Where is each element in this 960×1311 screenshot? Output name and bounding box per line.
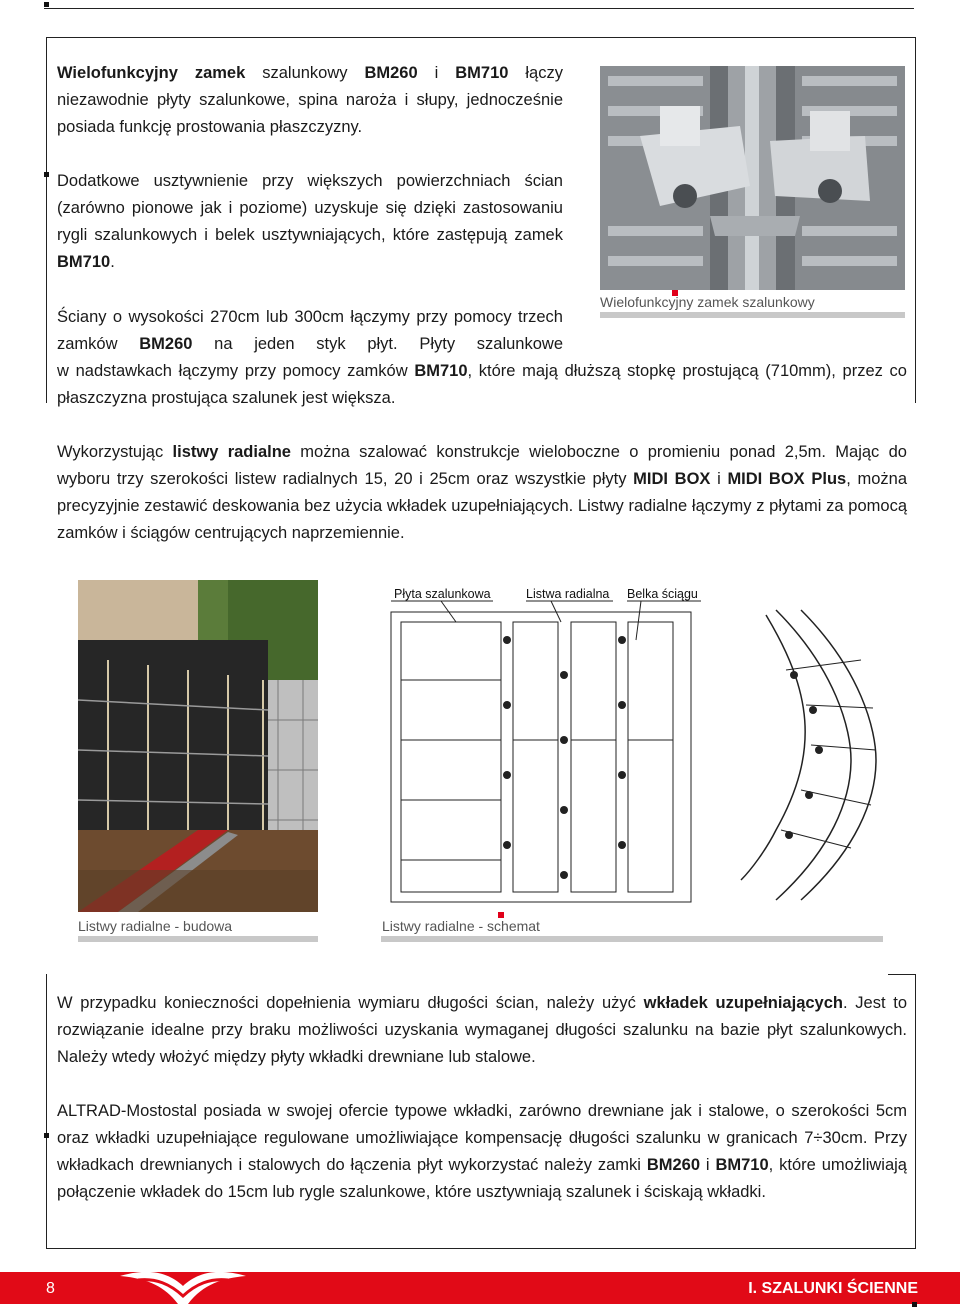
lower-frame-top bbox=[888, 974, 915, 975]
lock-photo-caption: Wielofunkcyjny zamek szalunkowy bbox=[600, 294, 815, 310]
radial-strips-paragraph: Wykorzystując listwy radialne można szalować konstrukcje wieloboczne o promieniu ponad 2,5m. Mając do wyboru trzy szerokości listew radialnych 15, 20 i 25cm oraz wszystkie płyty MIDI BOX i MIDI BOX Plus, można precyzyjnie zestawić deskowania bez użycia wkładek uzupełniających. Listwy radialne łączymy z płytami za pomocą zamków i ściągów centrujących naprzemiennie. bbox=[57, 443, 907, 542]
page-number: 8 bbox=[46, 1280, 55, 1297]
frame-mark-1 bbox=[44, 172, 49, 177]
schematic-caption: Listwy radialne - schemat bbox=[382, 918, 540, 934]
intro-paragraph: Wielofunkcyjny zamek szalunkowy BM260 i BM710 łączy niezawodnie płyty szalunkowe, spina naroża i słupy, jednocześnie posiada funkcję prostowania płaszczyzny. bbox=[57, 64, 563, 136]
frame-mark-2 bbox=[44, 1133, 49, 1138]
lock-photo bbox=[600, 66, 905, 290]
bottom-corner-mark bbox=[912, 1302, 917, 1307]
construction-photo bbox=[78, 580, 318, 912]
radial-schematic bbox=[381, 580, 883, 912]
altrad-paragraph: ALTRAD-Mostostal posiada w swojej ofercie typowe wkładki, zarówno drewniane jak i stalowe, o szerokości 5cm oraz wkładki uzupełniające regulowane umożliwiające kompensację długości szalunku w granicach 7÷30cm. Przy wkładkach drewnianych i stalowych do łączenia płyt wykorzystać należy zamki BM260 i BM710, które umożliwiają połączenie wkładek do 15cm lub rygle szalunkowe, które usztywniają szalunek i ściskają wkładki. bbox=[57, 1102, 907, 1201]
label-formwork-panel: Płyta szalunkowa bbox=[394, 587, 491, 601]
schematic-caption-bar bbox=[381, 936, 883, 942]
walls-paragraph-end: w nadstawkach łączymy przy pomocy zamków BM710, które mają dłuższą stopkę prostującą (710mm), przez co płaszczyzna prostująca szalunek jest większa. bbox=[57, 362, 907, 407]
top-rule bbox=[44, 8, 914, 9]
footer-logo bbox=[118, 1262, 248, 1306]
label-tie-beam: Belka ściągu bbox=[627, 587, 698, 601]
construction-photo-caption: Listwy radialne - budowa bbox=[78, 918, 233, 934]
stiffening-paragraph: Dodatkowe usztywnienie przy większych powierzchniach ścian (zarówno pionowe jak i poziome) uzyskuje się dzięki zastosowaniu rygli szalunkowych i belek usztywniających, które zastępują zamek BM710. bbox=[57, 172, 563, 271]
walls-paragraph-start: Ściany o wysokości 270cm lub 300cm łączymy przy pomocy trzech zamków BM260 na jeden styk płyt. Płyty szalunkowe bbox=[57, 308, 563, 353]
label-radial-strip: Listwa radialna bbox=[526, 587, 610, 601]
construction-caption-bar bbox=[78, 936, 318, 942]
top-corner-mark bbox=[44, 2, 49, 7]
lock-caption-bar bbox=[600, 312, 905, 318]
inserts-paragraph: W przypadku konieczności dopełnienia wymiaru długości ścian, należy użyć wkładek uzupełniających. Jest to rozwiązanie idealne przy braku możliwości uzyskania wymaganej długości szalunku na bazie płyt szalunkowych. Należy wtedy włożyć między płyty wkładki drewniane lub stalowe. bbox=[57, 994, 907, 1066]
section-title: I. SZALUNKI ŚCIENNE bbox=[748, 1280, 918, 1297]
